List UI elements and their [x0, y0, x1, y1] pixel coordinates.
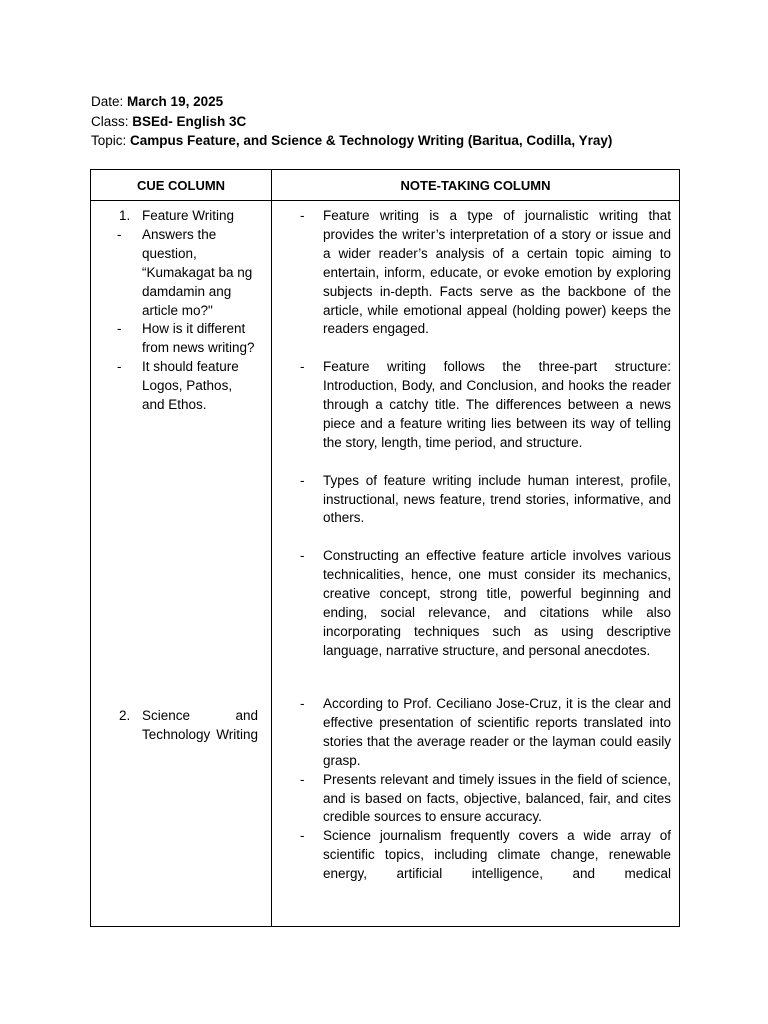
note-text: Types of feature writing include human interest, profile, instructional, news feature, trend stories, informative, and others.: [323, 472, 671, 526]
cue-marker: -: [117, 321, 122, 337]
cue-text: It should feature Logos, Pathos, and Ethos.: [142, 359, 239, 413]
note-taking-column-cell: [272, 201, 680, 927]
note-taking-column-header: NOTE-TAKING COLUMN: [272, 170, 680, 201]
note-marker: -: [300, 771, 305, 787]
cue-item: [91, 320, 271, 358]
cue-marker: -: [117, 226, 122, 242]
note-item: [272, 207, 679, 339]
note-marker: -: [300, 359, 305, 375]
note-text: Constructing an effective feature article involves various technicalities, hence, one must consider its mechanics, creative concept, strong title, powerful beginning and ending, social relevance, and citations while also incorporating techniques such as using descriptive language, narrative structure, and personal anecdotes.: [323, 548, 671, 658]
cue-item: [91, 707, 271, 745]
note-item: [272, 827, 679, 884]
cue-item: [91, 207, 271, 226]
note-item: [272, 771, 679, 828]
note-marker: -: [300, 208, 305, 223]
note-item: [272, 472, 679, 529]
note-marker: -: [300, 828, 305, 844]
topic-value: Campus Feature, and Science & Technology Writing (Baritua, Codilla, Yray): [130, 133, 613, 148]
cornell-notes-table: [90, 169, 680, 927]
document-header: [91, 92, 612, 151]
class-value: BSEd- English 3C: [132, 113, 247, 129]
date-line: [91, 92, 612, 112]
note-item: [272, 695, 679, 771]
cue-text: How is it different from news writing?: [142, 321, 255, 356]
note-section-1: [272, 207, 679, 661]
note-item: [272, 358, 679, 453]
cue-marker: 2.: [119, 708, 131, 723]
note-text: Feature writing follows the three-part structure: Introduction, Body, and Conclusion, and hooks the reader through a catchy title. The differences between a news piece and a feature writing lies between its way of telling the story, length, time period, and structure.: [323, 359, 671, 450]
table-body-row: [91, 201, 680, 927]
cue-section-2: [91, 707, 271, 745]
cue-item: [91, 226, 271, 321]
cue-marker: 1.: [119, 208, 131, 223]
cue-section-1: [91, 207, 271, 415]
topic-line: [91, 131, 612, 151]
note-item: [272, 547, 679, 660]
note-marker: -: [300, 696, 305, 711]
class-label: Class:: [91, 113, 129, 129]
cue-column-header: CUE COLUMN: [91, 170, 272, 201]
class-line: [91, 112, 612, 132]
table-header-row: [91, 170, 680, 201]
topic-label: Topic:: [91, 133, 127, 148]
note-marker: -: [300, 548, 305, 564]
note-text: Presents relevant and timely issues in the field of science, and is based on facts, objective, balanced, fair, and cites credible sources to ensure accuracy.: [323, 771, 671, 825]
cue-text: Answers the question, “Kumakagat ba ng damdamin ang article mo?": [142, 226, 253, 318]
cue-text: Feature Writing: [142, 208, 235, 223]
date-value: March 19, 2025: [127, 94, 224, 109]
note-section-2: [272, 695, 679, 884]
note-marker: -: [300, 472, 305, 488]
note-text: Feature writing is a type of journalistic writing that provides the writer’s interpretation of a story or issue and a wider reader’s analysis of a certain topic aiming to entertain, inform, educate, or evoke emotion by exploring subjects in-depth. Facts serve as the backbone of the article, while emotional appeal (holding power) keeps the readers engaged.: [323, 208, 671, 337]
date-label: Date:: [91, 94, 124, 109]
cue-item: [91, 358, 271, 415]
cue-text: Science and Technology Writing: [142, 708, 258, 742]
note-text: According to Prof. Ceciliano Jose-Cruz, it is the clear and effective presentation of scientific reports translated into stories that the average reader or the layman could easily grasp.: [323, 696, 671, 768]
note-text: Science journalism frequently covers a wide array of scientific topics, including climate change, renewable energy, artificial intelligence, and medical: [323, 828, 671, 882]
cue-column-cell: [91, 201, 272, 927]
cue-marker: -: [117, 359, 122, 375]
